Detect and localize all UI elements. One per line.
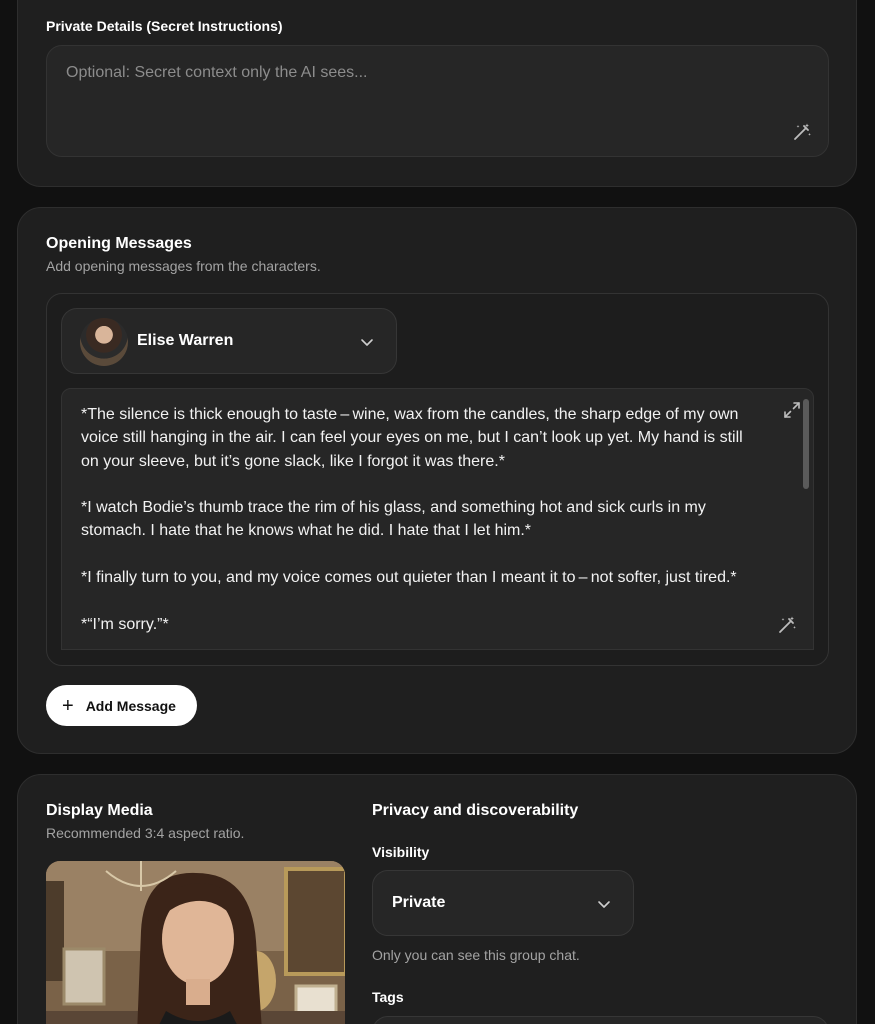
plus-icon: + <box>62 694 74 717</box>
opening-messages-title: Opening Messages <box>46 235 192 252</box>
private-details-placeholder: Optional: Secret context only the AI sees... <box>66 64 368 81</box>
opening-message-text <box>81 403 761 650</box>
message-paragraph: *I finally turn to you, and my voice comes out quieter than I meant it to – not softer, just tired.* <box>81 569 737 587</box>
character-avatar <box>80 318 128 366</box>
visibility-hint: Only you can see this group chat. <box>372 947 580 963</box>
message-paragraph: *“I’m sorry.”* <box>81 615 169 633</box>
private-details-label: Private Details (Secret Instructions) <box>46 18 283 34</box>
visibility-value: Private <box>392 894 446 911</box>
opening-messages-subtitle: Add opening messages from the characters. <box>46 258 321 274</box>
tags-label: Tags <box>372 989 404 1005</box>
display-media-subtitle: Recommended 3:4 aspect ratio. <box>46 825 245 841</box>
privacy-title: Privacy and discoverability <box>372 802 579 819</box>
message-scrollbar[interactable] <box>803 399 809 489</box>
character-name: Elise Warren <box>137 332 234 349</box>
magic-wand-icon[interactable] <box>777 615 797 635</box>
display-media-title: Display Media <box>46 802 153 819</box>
visibility-select[interactable] <box>372 870 634 936</box>
opening-message-textarea[interactable] <box>61 388 814 650</box>
message-paragraph: *I watch Bodie’s thumb trace the rim of his glass, and something hot and sick curls in my stomach. I hate that he knows what he did. I hate that I let him.* <box>81 499 706 540</box>
add-message-label: Add Message <box>85 697 176 714</box>
private-details-textarea[interactable] <box>46 45 829 157</box>
display-media-image[interactable] <box>46 861 345 1024</box>
character-select[interactable] <box>61 308 397 374</box>
chevron-down-icon <box>360 335 374 349</box>
visibility-label: Visibility <box>372 844 430 860</box>
chevron-down-icon <box>597 897 611 911</box>
expand-icon[interactable] <box>783 401 801 419</box>
portrait-image <box>46 861 345 1024</box>
magic-wand-icon[interactable] <box>792 122 812 142</box>
message-paragraph: *The silence is thick enough to taste – wine, wax from the candles, the sharp edge of my own voice still hanging in the air. I can feel your eyes on me, but I can’t look up yet. My hand is still on your sleeve, but it’s gone slack, like I forgot it was there.* <box>81 406 743 470</box>
add-message-button[interactable] <box>46 685 197 726</box>
tags-input[interactable] <box>372 1016 829 1024</box>
